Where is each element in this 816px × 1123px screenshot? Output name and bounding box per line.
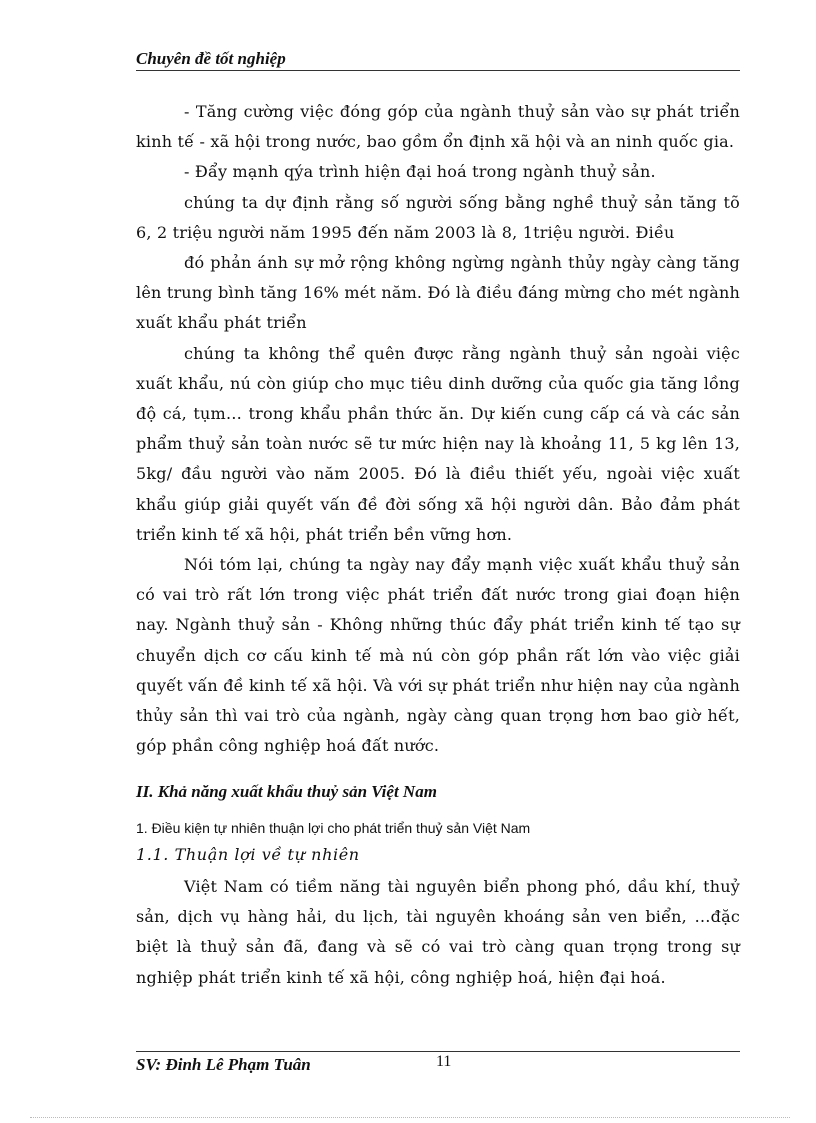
paragraph: - Tăng cường việc đóng góp của ngành thuỷ sản vào sự phát triển kinh tế - xã hội trong nước, bao gồm ổn định xã hội và an ninh quốc gia. (136, 102, 740, 152)
section-body-text (136, 872, 740, 993)
page-bottom-border (30, 1117, 790, 1118)
paragraph: - Đẩy mạnh qýa trình hiện đại hoá trong ngành thuỷ sản. (184, 162, 656, 182)
footer-divider (136, 1051, 740, 1052)
paragraph: đó phản ánh sự mở rộng không ngừng ngành thủy ngày càng tăng lên trung bình tăng 16% mét năm. Đó là điều đáng mừng cho mét ngành xuất khẩu phát triển (136, 253, 740, 333)
section-heading: II. Khả năng xuất khẩu thuỷ sản Việt Nam (136, 782, 437, 801)
subsubsection-heading: 1.1. Thuận lợi về tự nhiên (136, 845, 360, 864)
subsection-heading: 1. Điều kiện tự nhiên thuận lợi cho phát triển thuỷ sản Việt Nam (136, 820, 531, 836)
page-number: 11 (436, 1053, 452, 1070)
paragraph: chúng ta không thể quên được rằng ngành thuỷ sản ngoài việc xuất khẩu, nú còn giúp cho mục tiêu dinh dưỡng của quốc gia tăng lồng độ cá, tụm… trong khẩu phần thức ăn. Dự kiến cung cấp cá và các sản phẩm thuỷ sản toàn nước sẽ tư mức hiện nay là khoảng 11, 5 kg lên 13, 5kg/ đầu người vào năm 2005. Đó là điều thiết yếu, ngoài việc xuất khẩu giúp giải quyết vấn đề đời sống xã hội người dân. Bảo đảm phát triển kinh tế xã hội, phát triển bền vững hơn. (136, 343, 740, 544)
paragraph: Nói tóm lại, chúng ta ngày nay đẩy mạnh việc xuất khẩu thuỷ sản có vai trò rất lớn trong việc phát triển đất nước trong giai đoạn hiện nay. Ngành thuỷ sản - Không những thúc đẩy phát triển kinh tế tạo sự chuyển dịch cơ cấu kinh tế mà nú còn góp phần rất lớn vào việc giải quyết vấn đề kinh tế xã hội. Và với sự phát triển như hiện nay của ngành thủy sản thì vai trò của ngành, ngày càng quan trọng hơn bao giờ hết, góp phần công nghiệp hoá đất nước. (136, 555, 740, 756)
paragraph: Việt Nam có tiềm năng tài nguyên biển phong phó, dầu khí, thuỷ sản, dịch vụ hàng hải, du lịch, tài nguyên khoáng sản ven biển, …đặc biệt là thuỷ sản đã, đang và sẽ có vai trò càng quan trọng trong sự nghiệp phát triển kinh tế xã hội, công nghiệp hoá, hiện đại hoá. (136, 877, 740, 987)
header-title: Chuyên đề tốt nghiệp (136, 49, 286, 68)
footer-author: SV: Đinh Lê Phạm Tuân (136, 1055, 311, 1074)
header-divider (136, 70, 740, 71)
paragraph: chúng ta dự định rằng số người sống bằng nghề thuỷ sản tăng tõ 6, 2 triệu người năm 1995 đến năm 2003 là 8, 1triệu người. Điều (136, 192, 740, 242)
body-text (136, 97, 740, 761)
